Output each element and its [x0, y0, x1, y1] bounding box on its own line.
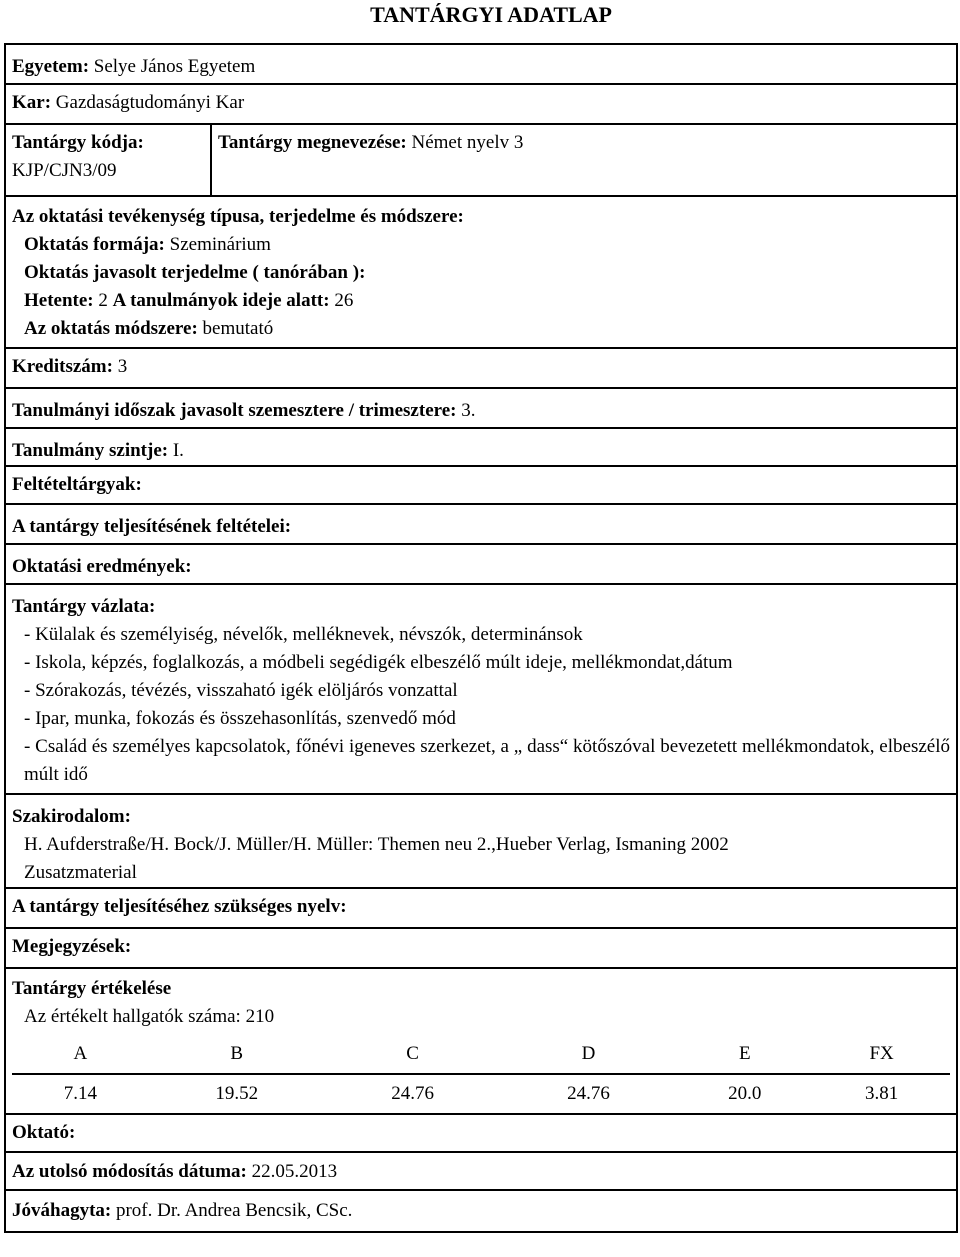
outline-section — [6, 585, 956, 795]
prerequisites-row: Feltételtárgyak: — [6, 467, 956, 505]
language-row: A tantárgy teljesítéséhez szükséges nyelv: — [6, 889, 956, 929]
faculty-label: Kar: — [12, 92, 52, 113]
approved-row — [6, 1191, 956, 1233]
credits-row — [6, 349, 956, 389]
teacher-row: Oktató: — [6, 1115, 956, 1153]
total-label: A tanulmányok ideje alatt: — [112, 290, 330, 311]
semester-value: 3. — [461, 400, 476, 421]
credits-label: Kreditszám: — [12, 356, 113, 377]
grade-label: B — [149, 1035, 325, 1074]
university-value: Selye János Egyetem — [93, 56, 256, 77]
course-name-value: Német nyelv 3 — [411, 132, 524, 153]
teaching-heading: Az oktatási tevékenység típusa, terjedelme és módszere: — [12, 206, 464, 227]
semester-label: Tanulmányi időszak javasolt szemesztere / trimesztere: — [12, 400, 457, 421]
grade-percentage: 7.14 — [63, 1083, 98, 1104]
teaching-form-label: Oktatás formája: — [24, 234, 165, 255]
course-name-label: Tantárgy megnevezése: — [218, 132, 407, 153]
course-id-row — [6, 125, 956, 197]
level-label: Tanulmány szintje: — [12, 440, 169, 461]
grade-label: E — [676, 1035, 813, 1074]
literature-section — [6, 795, 956, 889]
outline-item: - Ipar, munka, fokozás és összehasonlítás, szenvedő mód — [24, 708, 456, 729]
evaluation-label: Tantárgy értékelése — [12, 978, 172, 999]
faculty-value: Gazdaságtudományi Kar — [55, 92, 245, 113]
grade-percentage: 24.76 — [567, 1083, 610, 1104]
course-code-value: KJP/CJN3/09 — [12, 160, 117, 181]
document-title: TANTÁRGYI ADATLAP — [370, 2, 612, 27]
weekly-label: Hetente: — [24, 290, 94, 311]
grades-header-row — [12, 1035, 950, 1074]
outline-item: - Külalak és személyiség, névelők, melléknevek, névszók, determinánsok — [24, 624, 583, 645]
evaluation-section — [6, 969, 956, 1115]
last-modified-row — [6, 1153, 956, 1191]
outcomes-row: Oktatási eredmények: — [6, 545, 956, 585]
approved-value: prof. Dr. Andrea Bencsik, CSc. — [115, 1200, 353, 1221]
outline-item: - Szórakozás, tévézés, visszaható igék elöljárós vonzattal — [24, 680, 458, 701]
approved-label: Jóváhagyta: — [12, 1200, 112, 1221]
evaluation-count-label: Az értékelt hallgatók száma: — [24, 1006, 241, 1027]
grades-table — [12, 1035, 950, 1113]
course-name-cell — [212, 125, 956, 195]
weekly-value: 2 — [98, 290, 108, 311]
grade-label: C — [325, 1035, 501, 1074]
outline-item: - Család és személyes kapcsolatok, főnévi igeneves szerkezet, a „ dass“ kötőszóval bevezetett mellékmondatok, elbeszélő múlt idő — [24, 736, 950, 785]
grades-values-row — [12, 1074, 950, 1113]
course-code-label: Tantárgy kódja: — [12, 132, 144, 153]
total-value: 26 — [334, 290, 354, 311]
level-row — [6, 429, 956, 467]
semester-row — [6, 389, 956, 429]
teaching-scope-label: Oktatás javasolt terjedelme ( tanórában ): — [24, 262, 366, 283]
grade-percentage: 24.76 — [391, 1083, 434, 1104]
teaching-form-value: Szeminárium — [169, 234, 271, 255]
conditions-row: A tantárgy teljesítésének feltételei: — [6, 505, 956, 545]
last-modified-value: 22.05.2013 — [251, 1161, 338, 1182]
course-code-cell — [6, 125, 212, 195]
last-modified-label: Az utolsó módosítás dátuma: — [12, 1161, 247, 1182]
literature-item: H. Aufderstraße/H. Bock/J. Müller/H. Müller: Themen neu 2.,Hueber Verlag, Ismaning 2002 — [24, 834, 729, 855]
literature-item: Zusatzmaterial — [24, 862, 137, 883]
grade-label: FX — [813, 1035, 950, 1074]
notes-row: Megjegyzések: — [6, 929, 956, 969]
level-value: I. — [172, 440, 184, 461]
evaluation-count-value: 210 — [245, 1006, 275, 1027]
grade-label: D — [501, 1035, 677, 1074]
teaching-section — [6, 197, 956, 349]
course-sheet — [4, 43, 958, 1233]
grade-percentage: 20.0 — [728, 1083, 762, 1104]
faculty-row — [6, 85, 956, 125]
method-label: Az oktatás módszere: — [24, 318, 198, 339]
method-value: bemutató — [202, 318, 274, 339]
university-label: Egyetem: — [12, 56, 90, 77]
grade-percentage: 19.52 — [215, 1083, 259, 1104]
grade-label: A — [12, 1035, 149, 1074]
literature-label: Szakirodalom: — [12, 806, 131, 827]
credits-value: 3 — [117, 356, 128, 377]
university-row — [6, 45, 956, 85]
outline-label: Tantárgy vázlata: — [12, 596, 156, 617]
grade-percentage: 3.81 — [864, 1083, 899, 1104]
outline-item: - Iskola, képzés, foglalkozás, a módbeli segédigék elbeszélő múlt ideje, mellékmondat,dátum — [24, 652, 733, 673]
